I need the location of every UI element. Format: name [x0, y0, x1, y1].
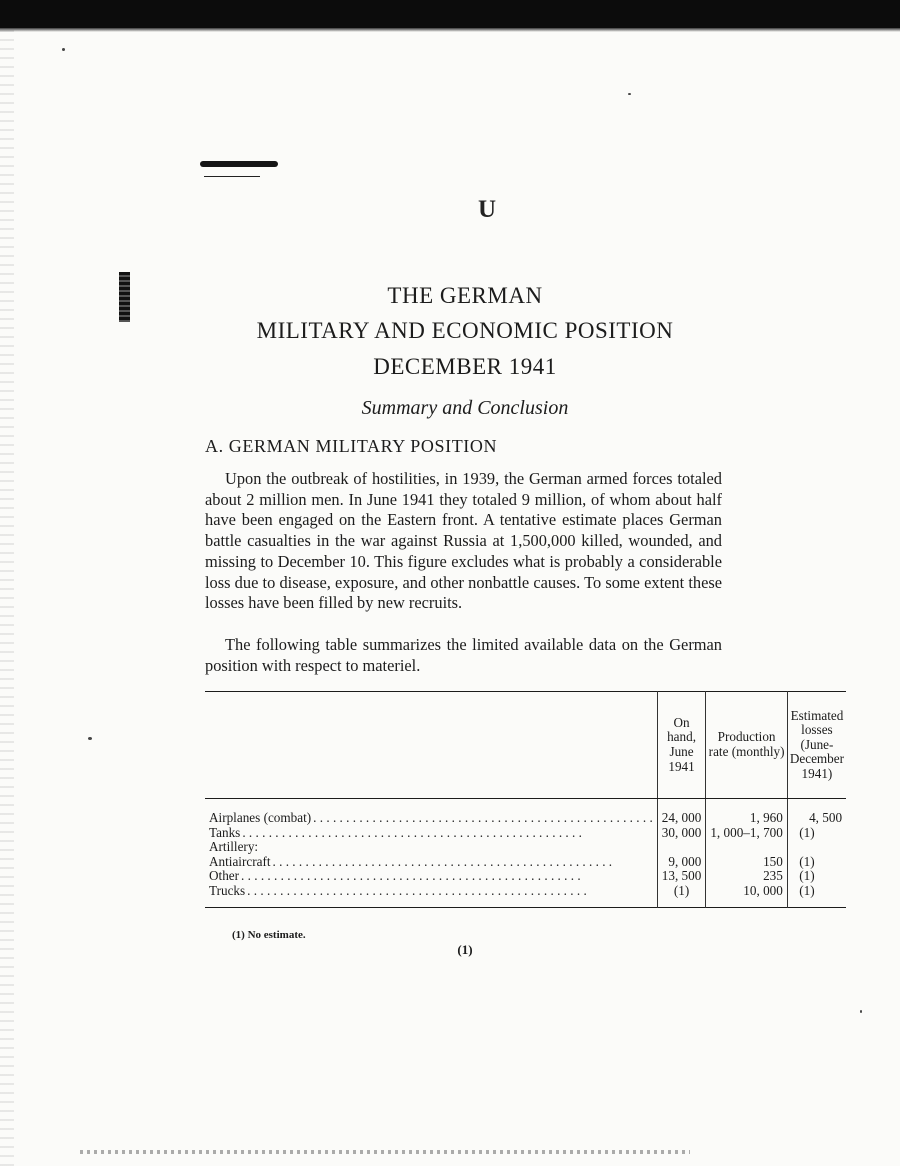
row-label: Trucks: [209, 883, 246, 898]
scan-speck: [62, 48, 65, 51]
scan-left-edge: [0, 30, 14, 1166]
redaction-underline: [204, 176, 260, 177]
row-on-hand: [657, 840, 706, 855]
table-row: [205, 811, 846, 826]
row-label: Tanks: [209, 825, 241, 840]
row-production: 1, 960: [706, 811, 788, 826]
body-paragraph-1: Upon the outbreak of hostilities, in 1939, the German armed forces totaled about 2 million men. In June 1941 they totaled 9 million, of whom about half have been engaged on the Eastern front. A tentative estimate places German battle casualties in the war against Russia at 1,500,000 killed, wounded, and missing to December 10. This figure excludes what is probably a considerable loss due to disease, exposure, and other nonbattle causes. To some extent these losses have been filled by new recruits.: [205, 469, 722, 613]
row-losses: 4, 500: [787, 811, 846, 826]
scan-top-border: [0, 0, 900, 28]
row-production: 1, 000–1, 700: [706, 826, 788, 841]
dot-leader: [273, 855, 653, 870]
row-on-hand: 13, 500: [657, 869, 706, 884]
row-on-hand: 30, 000: [657, 826, 706, 841]
table-row: [205, 826, 846, 841]
redacted-classification-mark: [200, 161, 278, 167]
row-label: Antiaircraft: [209, 854, 271, 869]
row-losses: (1): [787, 855, 846, 870]
table-row: [205, 869, 846, 884]
document-title-line-2: MILITARY AND ECONOMIC POSITION: [256, 318, 674, 343]
table-header-label: [205, 692, 657, 799]
row-label: Airplanes (combat): [209, 811, 312, 825]
table-header-production: Production rate (monthly): [706, 692, 788, 799]
scan-speck: [88, 737, 92, 740]
row-losses: (1): [787, 826, 846, 841]
section-heading: A. GERMAN MILITARY POSITION: [205, 436, 498, 456]
row-production: 235: [706, 869, 788, 884]
row-losses: [787, 840, 846, 855]
row-label: Artillery:: [209, 840, 259, 855]
table-header-losses: Estimated losses (June-December 1941): [787, 692, 846, 799]
table-row: [205, 884, 846, 899]
table-row: [205, 855, 846, 870]
scan-speck: [860, 1010, 862, 1013]
stamp-mark: U: [478, 196, 496, 223]
table-header-row: [205, 692, 846, 799]
dot-leader: [313, 811, 653, 826]
scan-speck: [628, 93, 631, 95]
row-production: [706, 840, 788, 855]
document-title-line-1: THE GERMAN: [387, 283, 543, 308]
materiel-table: [205, 691, 846, 908]
page-number: (1): [457, 942, 473, 957]
table-footnote: (1) No estimate.: [232, 929, 306, 941]
body-paragraph-2: The following table summarizes the limited available data on the German position with respect to materiel.: [205, 635, 722, 675]
table-row: [205, 840, 846, 855]
table-spacer: [205, 899, 846, 908]
row-production: 10, 000: [706, 884, 788, 899]
row-on-hand: 9, 000: [657, 855, 706, 870]
row-on-hand: 24, 000: [657, 811, 706, 826]
scan-top-border-shadow: [0, 28, 900, 32]
dot-leader: [247, 884, 653, 899]
scan-bottom-noise: [80, 1150, 690, 1154]
row-losses: (1): [787, 884, 846, 899]
row-label: Other: [209, 869, 240, 884]
row-losses: (1): [787, 869, 846, 884]
row-on-hand: (1): [657, 884, 706, 899]
row-production: 150: [706, 855, 788, 870]
table-header-on-hand: On hand, June 1941: [657, 692, 706, 799]
dot-leader: [242, 826, 652, 841]
dot-leader: [241, 869, 653, 884]
document-subtitle: Summary and Conclusion: [361, 397, 569, 419]
document-title-line-3: DECEMBER 1941: [373, 354, 557, 379]
